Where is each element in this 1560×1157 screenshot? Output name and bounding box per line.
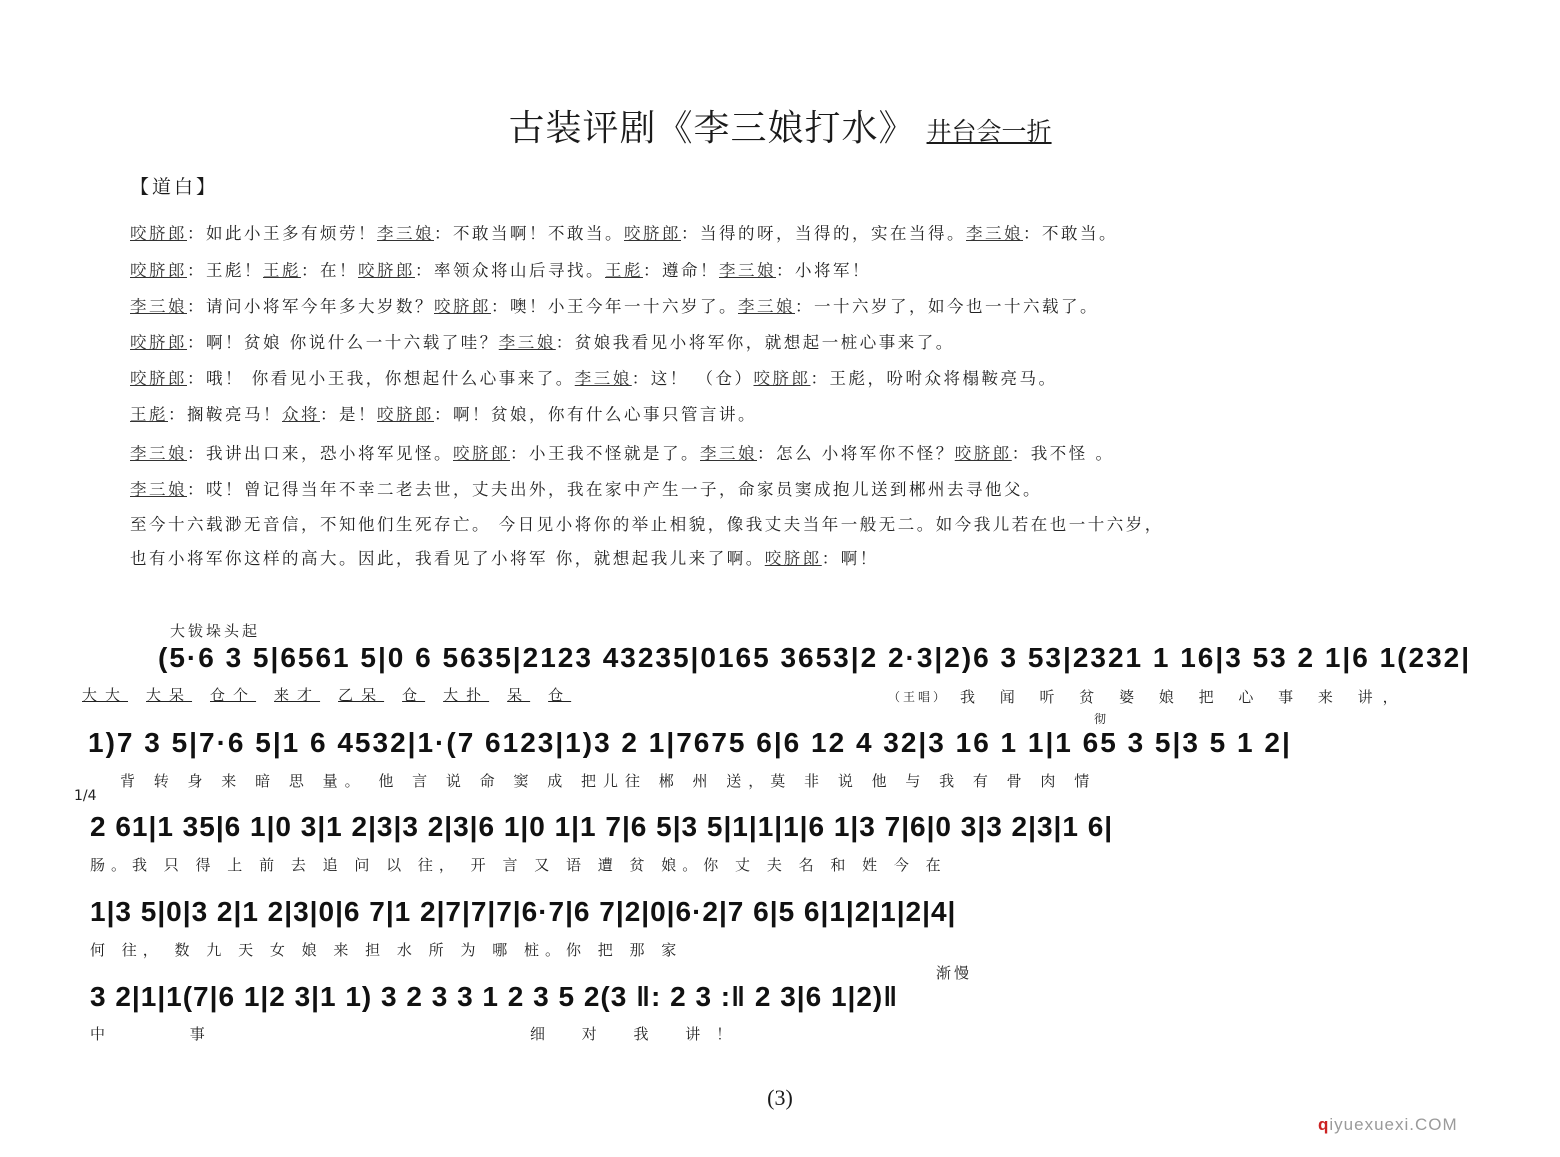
wang-sings-note: （王唱）	[888, 690, 949, 704]
speaker-name: 李三娘	[377, 224, 434, 243]
speaker-name: 李三娘	[700, 444, 757, 463]
speaker-name: 李三娘	[738, 297, 795, 316]
document-title: 古装评剧《李三娘打水》	[508, 108, 916, 149]
dialogue-text: ：搁鞍亮马！	[168, 405, 282, 424]
speaker-name: 咬脐郎	[377, 405, 434, 424]
speaker-name: 李三娘	[130, 297, 187, 316]
gong-syllable: 乙呆	[338, 686, 385, 704]
gong-syllable: 大大	[82, 686, 129, 704]
speaker-name: 李三娘	[574, 369, 632, 388]
lyric-row: 背 转 身 来 暗 思 量。 他 言 说 命 窦 成 把儿往 郴 州 送，莫 非 说 他 与 我 有 骨 肉 情	[120, 772, 1097, 790]
breath-note: 1/4	[74, 788, 97, 804]
speaker-name: 咬脐郎	[130, 369, 187, 388]
speaker-name: 咬脐郎	[130, 261, 187, 280]
lyric-row: 我 闻 听 贫 婆 娘 把 心 事 来 讲，	[960, 688, 1408, 706]
dialogue-text: ：啊！贫娘，你有什么心事只管言讲。	[434, 405, 757, 424]
dialogue-text: ：哦！ 你看见小王我，你想起什么心事来了。	[187, 369, 575, 388]
dialogue-text: ：是！	[320, 405, 377, 424]
dialogue-text: ：哎！曾记得当年不幸二老去世，丈夫出外，我在家中产生一子，命家员窦成抱儿送到郴州去寻他父。	[187, 480, 1042, 499]
gong-syllable: 仓	[548, 686, 572, 704]
lyric-row: 中 事	[90, 1025, 245, 1043]
lyric-row: 何 往， 数 九 天 女 娘 来 担 水 所 为 哪 桩。你 把 那 家	[90, 941, 683, 959]
dialogue-text: ：王彪，吩咐众将榻鞍亮马。	[810, 369, 1058, 388]
grace-note: 彻	[1094, 712, 1110, 726]
speaker-name: 李三娘	[498, 333, 556, 352]
speaker-name: 咬脐郎	[764, 549, 822, 568]
speaker-name: 咬脐郎	[753, 369, 811, 388]
gong-row	[82, 684, 589, 705]
notation-row: (5·6 3 5|6561 5|0 6 5635|2123 43235|0165 3653|2 2·3|2)6 3 53|2321 1 16|3 53 2 1|6 1(232|	[158, 642, 1472, 673]
speaker-name: 咬脐郎	[130, 224, 187, 243]
dialogue-text: 也有小将军你这样的高大。因此，我看见了小将军 你，就想起我儿来了啊。	[130, 549, 765, 568]
dialogue-text: ：我不怪 。	[1011, 444, 1115, 463]
dialogue-text: ：这！ （仓）	[631, 369, 754, 388]
speaker-name: 咬脐郎	[453, 444, 510, 463]
dialogue-text: ：率领众将山后寻找。	[415, 261, 605, 280]
speaker-name: 李三娘	[966, 224, 1023, 243]
speaker-name: 咬脐郎	[954, 444, 1012, 463]
notation-row: 1|3 5|0|3 2|1 2|3|0|6 7|1 2|7|7|7|6·7|6 7|2|0|6·2|7 6|5 6|1|2|1|2|4|	[90, 896, 957, 927]
dialogue-text: ：我讲出口来，恐小将军见怪。	[187, 444, 453, 463]
speaker-name: 咬脐郎	[434, 297, 491, 316]
dialogue-text: ：如此小王多有烦劳！	[187, 224, 377, 243]
speaker-name: 李三娘	[719, 261, 776, 280]
notation-row: 3 2|1|1(7|6 1|2 3|1 1) 3 2 3 3 1 2 3 5 2(3 ‖: 2 3 :‖ 2 3|6 1|2)‖	[90, 981, 899, 1012]
dialogue-text: ：请问小将军今年多大岁数？	[187, 297, 434, 316]
gong-syllable: 大扑	[443, 686, 490, 704]
dialogue-text: ：王彪！	[187, 261, 263, 280]
page-number: (3)	[767, 1085, 793, 1110]
watermark-q: q	[1318, 1115, 1330, 1134]
score-block	[74, 0, 1500, 1157]
dialogue-text: ：一十六岁了，如今也一十六载了。	[795, 297, 1099, 316]
speaker-name: 咬脐郎	[624, 224, 681, 243]
gong-syllable: 来才	[274, 686, 321, 704]
gong-syllable: 呆	[507, 686, 531, 704]
lyric-row: 肠。我 只 得 上 前 去 追 问 以 往， 开 言 又 语 遭 贫 娘。你 丈 夫 名 和 姓 今 在	[90, 856, 947, 874]
dialogue-text: ：当得的呀，当得的，实在当得。	[681, 224, 966, 243]
gong-syllable: 大呆	[146, 686, 193, 704]
speaker-name: 李三娘	[130, 480, 187, 499]
speaker-name: 王彪	[605, 261, 643, 280]
watermark	[1318, 1115, 1458, 1135]
intro-note: 大钹垛头起	[170, 622, 261, 640]
section-label: 【道白】	[130, 176, 219, 198]
lyric-row: 细 对 我 讲！	[530, 1025, 748, 1043]
speaker-name: 李三娘	[130, 444, 187, 463]
dialogue-text: ：不敢当。	[1023, 224, 1118, 243]
gong-syllable: 仓个	[210, 686, 257, 704]
gradual-note: 渐慢	[936, 964, 973, 982]
dialogue-text: ：啊！贫娘 你说什么一十六载了哇？	[187, 333, 499, 352]
dialogue-text: ：在！	[301, 261, 358, 280]
gong-syllable: 仓	[402, 686, 426, 704]
dialogue-text: ：不敢当啊！不敢当。	[434, 224, 624, 243]
dialogue-text: ：噢！小王今年一十六岁了。	[491, 297, 738, 316]
dialogue-text: ：遵命！	[643, 261, 719, 280]
dialogue-text: ：小王我不怪就是了。	[510, 444, 700, 463]
speaker-name: 众将	[282, 405, 320, 424]
document-subtitle: 井台会一折	[926, 117, 1052, 146]
speaker-name: 王彪	[130, 405, 168, 424]
dialogue-text: ：怎么 小将军你不怪？	[757, 444, 955, 463]
speaker-name: 王彪	[263, 261, 301, 280]
dialogue-text: ：贫娘我看见小将军你，就想起一桩心事来了。	[555, 333, 955, 352]
speaker-name: 咬脐郎	[130, 333, 187, 352]
speaker-name: 咬脐郎	[358, 261, 415, 280]
notation-row: 2 61|1 35|6 1|0 3|1 2|3|3 2|3|6 1|0 1|1 7|6 5|3 5|1|1|1|6 1|3 7|6|0 3|3 2|3|1 6|	[90, 811, 1114, 842]
dialogue-text: ：啊！	[821, 549, 879, 568]
dialogue-text: 至今十六载渺无音信，不知他们生死存亡。 今日见小将你的举止相貌，像我丈夫当年一般无二。如今我儿若在也一十六岁，	[130, 515, 1164, 534]
watermark-text: iyuexuexi.COM	[1329, 1115, 1458, 1134]
dialogue-text: ：小将军！	[776, 261, 871, 280]
notation-row: 1)7 3 5|7·6 5|1 6 4532|1·(7 6123|1)3 2 1|7675 6|6 12 4 32|3 16 1 1|1 65 3 5|3 5 1 2|	[88, 727, 1292, 758]
